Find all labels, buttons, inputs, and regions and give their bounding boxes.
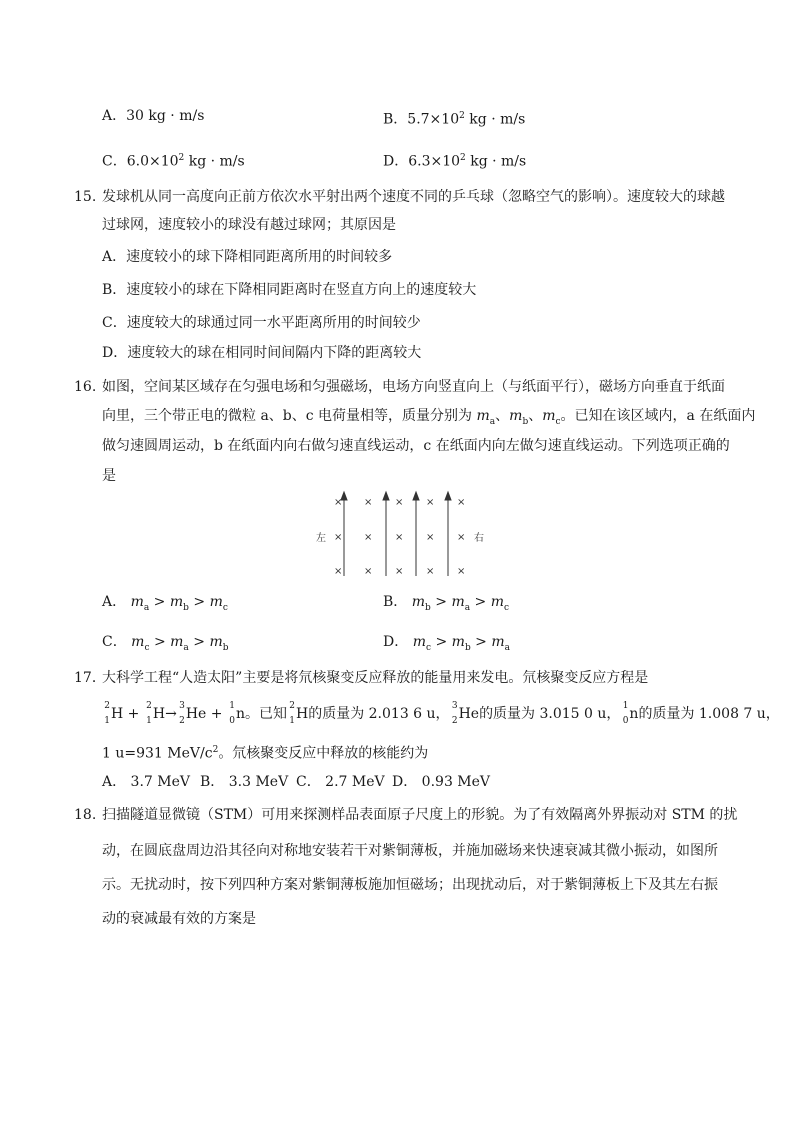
q15-stem-line2: 过球网，速度较小的球没有越过球网；其原因是	[102, 217, 396, 233]
q17-option-d: D． 0.93 MeV	[392, 774, 491, 790]
q16-option-d: D． $m_c > m_b > m_a$	[383, 634, 510, 653]
nuclide-deuterium: 2 1	[104, 701, 110, 726]
q16-option-b: B． $m_b > m_a > m_c$	[383, 594, 510, 613]
q18-stem-line2: 动，在圆底盘周边沿其径向对称地安装若干对紫铜薄板，并施加磁场来快速衰减其微小振动，如图所	[102, 843, 718, 859]
q14-option-c: C．$6.0\times 10^2$ kg · m/s	[102, 153, 245, 170]
nuclide-helium-3: 3 2	[179, 701, 185, 726]
field-arrow-4	[445, 492, 451, 500]
field-diagram	[312, 490, 492, 582]
q15-option-a: A．速度较小的球下降相同距离所用的时间较多	[102, 249, 393, 265]
nuclide-deuterium: 2 1	[289, 701, 295, 726]
cross-mark: ×	[395, 497, 404, 508]
q15-stem-line1: 发球机从同一高度向正前方依次水平射出两个速度不同的乒乓球（忽略空气的影响）。速度较大的球越	[102, 189, 725, 205]
q17-stem-line3: 1 u=931 MeV/$c^2$。氘核聚变反应中释放的核能约为	[102, 745, 429, 762]
q18-stem-line3: 示。无扰动时，按下列四种方案对紫铜薄板施加恒磁场；出现扰动后，对于紫铜薄板上下及其左右振	[102, 877, 718, 893]
q18-number: 18.	[74, 807, 97, 823]
cross-mark: ×	[426, 532, 435, 543]
cross-mark: ×	[334, 566, 343, 577]
q15-number: 15.	[74, 189, 97, 205]
q16-stem-line2: 向里，三个带正电的微粒 a、b、c 电荷量相等，质量分别为 $m_a$、$m_b$、$m_c$。已知在该区域内，a 在纸面内	[102, 408, 756, 427]
q14-option-d: D．$6.3\times 10^2$ kg · m/s	[383, 153, 527, 170]
nuclide-neutron: 1 0	[229, 701, 235, 726]
nuclide-neutron: 1 0	[622, 701, 629, 726]
cross-mark: ×	[426, 566, 435, 577]
q18-stem-line1: 扫描隧道显微镜（STM）可用来探测样品表面原子尺度上的形貌。为了有效隔离外界振动对 STM 的扰	[102, 807, 738, 823]
cross-mark: ×	[334, 532, 343, 543]
cross-mark: ×	[457, 532, 466, 543]
field-arrow-2	[383, 492, 389, 500]
q18-stem-line4: 动的衰减最有效的方案是	[102, 911, 256, 927]
q16-option-a: A． $m_a > m_b > m_c$	[102, 594, 228, 613]
q16-stem-line4: 是	[102, 468, 116, 484]
cross-mark: ×	[426, 497, 435, 508]
q17-number: 17．	[74, 670, 106, 686]
cross-mark: ×	[395, 566, 404, 577]
right-label: 右	[474, 533, 484, 544]
field-arrow-3	[413, 492, 419, 500]
cross-mark: ×	[364, 566, 373, 577]
cross-mark: ×	[334, 497, 343, 508]
q17-option-a: A． 3.7 MeV	[102, 774, 191, 790]
nuclide-helium-3: 3 2	[451, 701, 458, 726]
q16-stem-line3: 做匀速圆周运动，b 在纸面内向右做匀速直线运动，c 在纸面内向左做匀速直线运动。下列选项正确的	[102, 438, 730, 454]
cross-mark: ×	[395, 532, 404, 543]
cross-mark: ×	[457, 566, 466, 577]
q15-option-d: D．速度较大的球在相同时间间隔内下降的距离较大	[102, 345, 422, 361]
left-label: 左	[316, 533, 326, 544]
q14-option-b: B．$5.7\times 10^2$ kg · m/s	[383, 111, 526, 128]
cross-mark: ×	[364, 497, 373, 508]
q17-option-c: C． 2.7 MeV	[296, 774, 385, 790]
q17-stem-line2: 2 1 H + 2 1 H→ 3 2 He + 1 0 n。已知 2 1 H的质量为 2.013 6 u， 3 2 He的质量为 3.015 0 u， 1 0 n的质量为 1.008 7 u，	[102, 704, 780, 724]
nuclide-deuterium: 2 1	[146, 701, 152, 726]
q16-number: 16.	[74, 379, 97, 395]
q14-option-a: A．30 kg · m/s	[102, 108, 205, 124]
q15-option-c: C．速度较大的球通过同一水平距离所用的时间较少	[102, 315, 421, 331]
q16-stem-line1: 如图，空间某区域存在匀强电场和匀强磁场，电场方向竖直向上（与纸面平行），磁场方向垂直于纸面	[102, 379, 725, 395]
q17-option-b: B． 3.3 MeV	[200, 774, 289, 790]
q15-option-b: B．速度较小的球在下降相同距离时在竖直方向上的速度较大	[102, 282, 477, 298]
q17-stem-line1: 大科学工程“人造太阳”主要是将氘核聚变反应释放的能量用来发电。氘核聚变反应方程是	[102, 670, 649, 686]
cross-mark: ×	[364, 532, 373, 543]
q16-option-c: C． $m_c > m_a > m_b$	[102, 634, 229, 653]
cross-mark: ×	[457, 497, 466, 508]
